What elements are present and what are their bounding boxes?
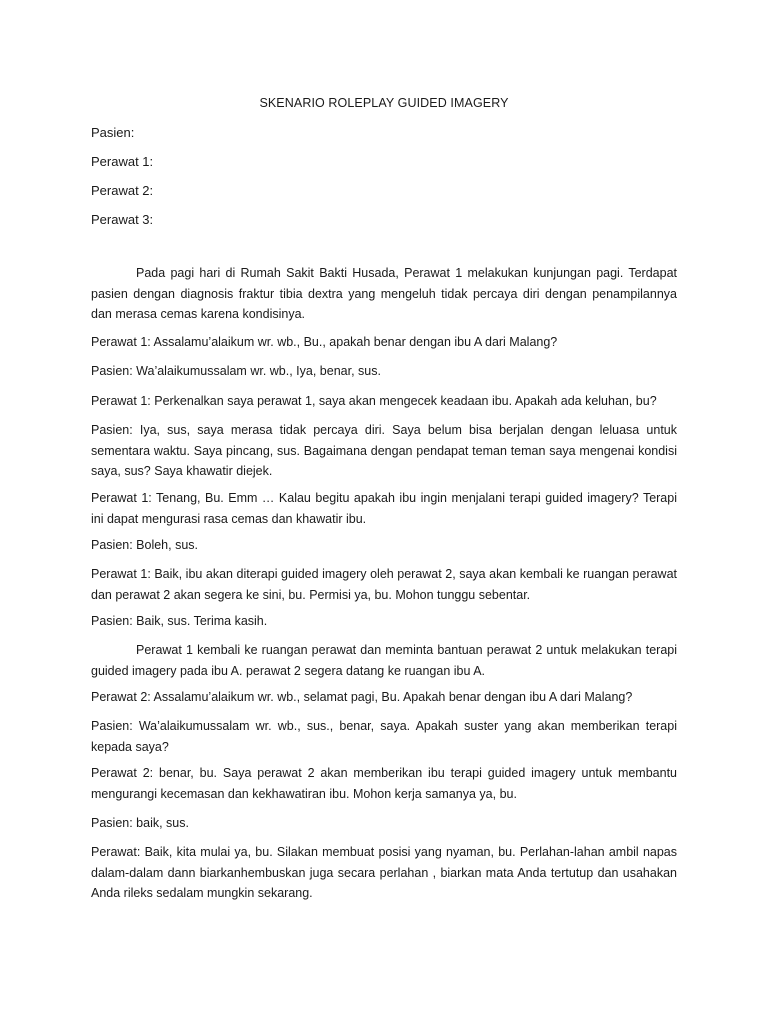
dialogue-line: Pasien: Wa’alaikumussalam wr. wb., Iya, benar, sus. xyxy=(91,364,381,378)
dialogue-line: Perawat 1: Perkenalkan saya perawat 1, saya akan mengecek keadaan ibu. Apakah ada keluhan, bu? xyxy=(91,394,657,408)
dialogue-line: Perawat 2: benar, bu. Saya perawat 2 akan memberikan ibu terapi guided imagery untuk membantu mengurangi kecemasan dan kekhawatiran ibu. Mohon kerja samanya ya, bu. xyxy=(91,766,677,801)
dialogue-line: Perawat 1: Baik, ibu akan diterapi guided imagery oleh perawat 2, saya akan kembali ke ruangan perawat dan perawat 2 akan segera ke sini, bu. Permisi ya, bu. Mohon tunggu sebentar. xyxy=(91,567,677,602)
role-perawat-1: Perawat 1: xyxy=(91,154,154,169)
role-pasien: Pasien: xyxy=(91,125,135,140)
dialogue-line: Pasien: baik, sus. xyxy=(91,816,189,830)
role-perawat-2: Perawat 2: xyxy=(91,183,154,198)
dialogue-line: Perawat 1: Assalamu’alaikum wr. wb., Bu., apakah benar dengan ibu A dari Malang? xyxy=(91,335,558,349)
dialogue-line: Pasien: Baik, sus. Terima kasih. xyxy=(91,614,268,628)
narration-paragraph: Perawat 1 kembali ke ruangan perawat dan meminta bantuan perawat 2 untuk melakukan terapi guided imagery pada ibu A. perawat 2 segera datang ke ruangan ibu A. xyxy=(91,643,677,678)
dialogue-line: Pasien: Iya, sus, saya merasa tidak percaya diri. Saya belum bisa berjalan dengan leluasa untuk sementara waktu. Saya pincang, sus. Bagaimana dengan pendapat teman teman saya mengenai kondisi saya, sus? Saya khawatir diejek. xyxy=(91,423,677,478)
dialogue-line: Perawat: Baik, kita mulai ya, bu. Silakan membuat posisi yang nyaman, bu. Perlahan-lahan ambil napas dalam-dalam dann biarkanhembuskan juga secara perlahan , biarkan mata Anda tertutup dan usahakan Anda rileks sedalam mungkin sekarang. xyxy=(91,845,677,900)
dialogue-line: Perawat 1: Tenang, Bu. Emm … Kalau begitu apakah ibu ingin menjalani terapi guided imagery? Terapi ini dapat mengurasi rasa cemas dan khawatir ibu. xyxy=(91,491,677,526)
dialogue-line: Perawat 2: Assalamu’alaikum wr. wb., selamat pagi, Bu. Apakah benar dengan ibu A dari Malang? xyxy=(91,690,633,704)
narration-paragraph: Pada pagi hari di Rumah Sakit Bakti Husada, Perawat 1 melakukan kunjungan pagi. Terdapat pasien dengan diagnosis fraktur tibia dextra yang mengeluh tidak percaya diri dengan penampilannya dan merasa cemas karena kondisinya. xyxy=(91,266,677,321)
document-title: SKENARIO ROLEPLAY GUIDED IMAGERY xyxy=(259,96,509,110)
dialogue-line: Pasien: Boleh, sus. xyxy=(91,538,199,552)
dialogue-line: Pasien: Wa’alaikumussalam wr. wb., sus., benar, saya. Apakah suster yang akan memberikan terapi kepada saya? xyxy=(91,719,677,754)
role-perawat-3: Perawat 3: xyxy=(91,212,154,227)
